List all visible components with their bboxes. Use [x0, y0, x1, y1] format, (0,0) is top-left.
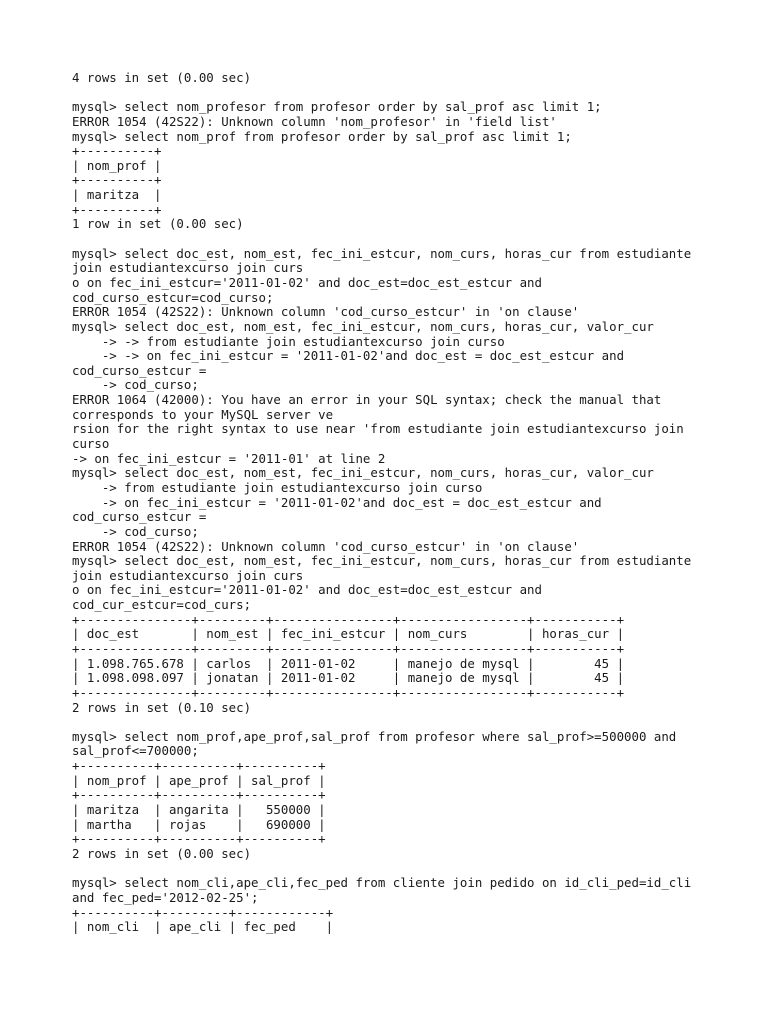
transcript-line: sal_prof<=700000; — [72, 743, 199, 759]
transcript-line: | nom_prof | — [72, 157, 162, 173]
transcript-line: curso — [72, 436, 110, 452]
transcript-line: mysql> select doc_est, nom_est, fec_ini_estcur, nom_curs, horas_cur, valor_cur — [72, 318, 654, 334]
transcript-line: +----------+ — [72, 172, 162, 188]
transcript-line: cod_curso_estcur = — [72, 362, 207, 378]
transcript-line: +----------+----------+----------+ — [72, 758, 326, 774]
transcript-line: mysql> select nom_prof from profesor order by sal_prof asc limit 1; — [72, 128, 572, 144]
transcript-line: cod_cur_estcur=cod_curs; — [72, 597, 252, 613]
transcript-line: ERROR 1054 (42S22): Unknown column 'cod_curso_estcur' in 'on clause' — [72, 304, 580, 320]
transcript-line: 1 row in set (0.00 sec) — [72, 216, 244, 232]
transcript-line: | 1.098.098.097 | jonatan | 2011-01-02 | manejo de mysql | 45 | — [72, 670, 625, 686]
transcript-line: | maritza | — [72, 187, 162, 203]
transcript-line: cod_curso_estcur=cod_curso; — [72, 289, 274, 305]
transcript-line: +---------------+---------+----------------+-----------------+-----------+ — [72, 640, 625, 656]
transcript-line: join estudiantexcurso join curs — [72, 567, 304, 583]
transcript-line: mysql> select doc_est, nom_est, fec_ini_estcur, nom_curs, horas_cur, valor_cur — [72, 465, 654, 481]
transcript-line: | maritza | angarita | 550000 | — [72, 802, 326, 818]
transcript-line: ERROR 1054 (42S22): Unknown column 'cod_curso_estcur' in 'on clause' — [72, 538, 580, 554]
transcript-line: -> -> on fec_ini_estcur = '2011-01-02'and doc_est = doc_est_estcur and — [72, 348, 625, 364]
transcript-line: +----------+----------+----------+ — [72, 787, 326, 803]
transcript-line: -> from estudiante join estudiantexcurso join curso — [72, 479, 483, 495]
transcript-line: -> on fec_ini_estcur = '2011-01' at line 2 — [72, 450, 386, 466]
transcript-line: mysql> select nom_cli,ape_cli,fec_ped from cliente join pedido on id_cli_ped=id_cli — [72, 875, 692, 891]
transcript-line: +---------------+---------+----------------+-----------------+-----------+ — [72, 684, 625, 700]
transcript-line: | martha | rojas | 690000 | — [72, 816, 326, 832]
transcript-line: o on fec_ini_estcur='2011-01-02' and doc_est=doc_est_estcur and — [72, 274, 542, 290]
transcript-line — [72, 86, 732, 101]
transcript-line: ERROR 1064 (42000): You have an error in your SQL syntax; check the manual that — [72, 392, 662, 408]
transcript-line: 4 rows in set (0.00 sec) — [72, 70, 252, 85]
transcript-line: +----------+----------+----------+ — [72, 831, 326, 847]
transcript-line: +----------+ — [72, 201, 162, 217]
transcript-line: +---------------+---------+----------------+-----------------+-----------+ — [72, 611, 625, 627]
transcript-line: -> -> from estudiante join estudiantexcurso join curso — [72, 333, 505, 349]
transcript-line: -> cod_curso; — [72, 523, 199, 539]
transcript-line: -> cod_curso; — [72, 377, 199, 393]
transcript-line — [72, 232, 732, 247]
transcript-line: mysql> select doc_est, nom_est, fec_ini_estcur, nom_curs, horas_cur from estudiante — [72, 553, 692, 569]
transcript-line: +----------+---------+------------+ — [72, 904, 334, 920]
transcript-line: ERROR 1054 (42S22): Unknown column 'nom_profesor' in 'field list' — [72, 113, 557, 129]
transcript-line: | nom_prof | ape_prof | sal_prof | — [72, 772, 326, 788]
transcript-line: rsion for the right syntax to use near 'from estudiante join estudiantexcurso join — [72, 421, 684, 437]
transcript-line: and fec_ped='2012-02-25'; — [72, 889, 259, 905]
transcript-line: join estudiantexcurso join curs — [72, 260, 304, 276]
transcript-line: | doc_est | nom_est | fec_ini_estcur | nom_curs | horas_cur | — [72, 626, 625, 642]
transcript-line: mysql> select nom_prof,ape_prof,sal_prof from profesor where sal_prof>=500000 and — [72, 728, 677, 744]
terminal-transcript — [72, 71, 732, 935]
transcript-line: | 1.098.765.678 | carlos | 2011-01-02 | manejo de mysql | 45 | — [72, 655, 625, 671]
transcript-line: mysql> select doc_est, nom_est, fec_ini_estcur, nom_curs, horas_cur from estudiante — [72, 245, 692, 261]
transcript-line: +----------+ — [72, 143, 162, 159]
transcript-line — [72, 862, 732, 877]
transcript-line: -> on fec_ini_estcur = '2011-01-02'and doc_est = doc_est_estcur and — [72, 494, 602, 510]
transcript-line: mysql> select nom_profesor from profesor order by sal_prof asc limit 1; — [72, 99, 602, 115]
transcript-line: 2 rows in set (0.10 sec) — [72, 699, 252, 715]
transcript-line: | nom_cli | ape_cli | fec_ped | — [72, 919, 334, 935]
transcript-line: o on fec_ini_estcur='2011-01-02' and doc_est=doc_est_estcur and — [72, 582, 542, 598]
transcript-line: cod_curso_estcur = — [72, 509, 207, 525]
transcript-line — [72, 715, 732, 730]
transcript-line: 2 rows in set (0.00 sec) — [72, 845, 252, 861]
transcript-line: corresponds to your MySQL server ve — [72, 406, 334, 422]
